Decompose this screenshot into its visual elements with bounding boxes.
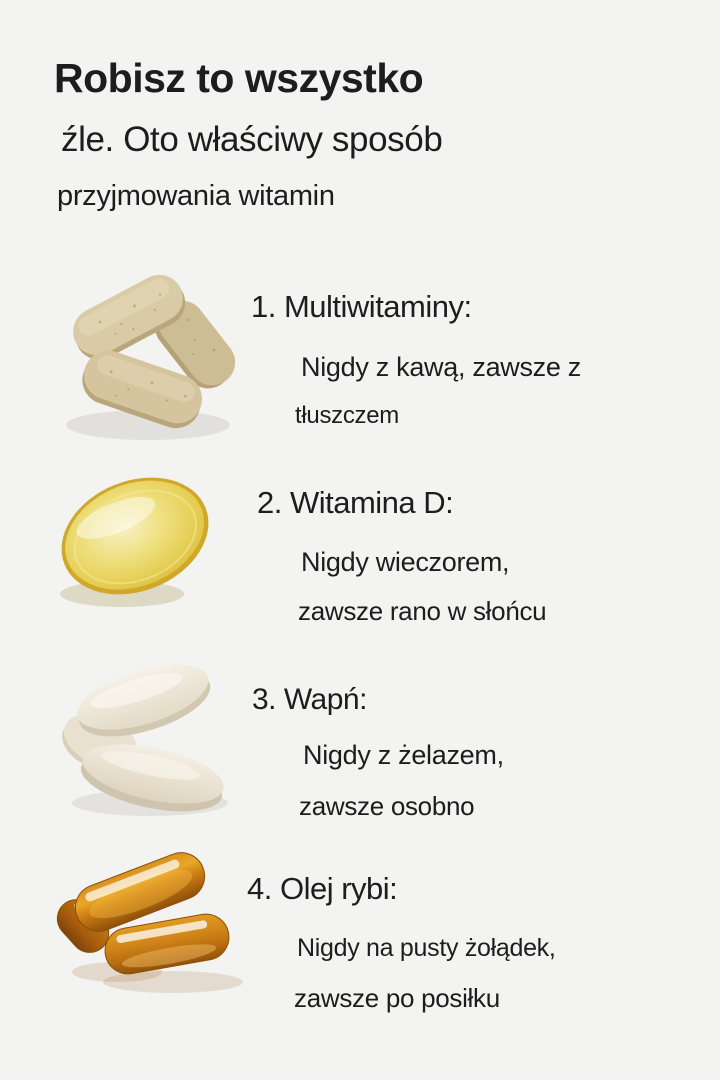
multivitamin-tablets-photo — [48, 268, 258, 453]
item-calcium-note-line2: zawsze osobno — [299, 791, 475, 821]
item-calcium-note-line1: Nigdy z żelazem, — [303, 740, 504, 770]
page-title-line3: przyjmowania witamin — [57, 180, 335, 212]
page-title-line2: źle. Oto właściwy sposób — [61, 120, 443, 159]
item-vitamin-d-note-line1: Nigdy wieczorem, — [301, 547, 510, 577]
item-vitamin-d-heading: 2. Witamina D: — [257, 485, 454, 520]
item-vitamin-d-note-line2: zawsze rano w słońcu — [298, 596, 547, 626]
vitamin-d-softgel-photo — [50, 462, 225, 617]
item-multivitamins-note-line2: tłuszczem — [295, 402, 399, 429]
item-fish-oil-note-line1: Nigdy na pusty żołądek, — [297, 934, 556, 962]
item-fish-oil-note-line2: zawsze po posiłku — [294, 983, 500, 1013]
fish-oil-capsules-photo — [55, 852, 250, 1012]
item-fish-oil-heading: 4. Olej rybi: — [247, 871, 398, 906]
calcium-tablets-photo — [55, 653, 245, 821]
item-multivitamins-heading: 1. Multiwitaminy: — [251, 289, 472, 324]
item-calcium-heading: 3. Wapń: — [252, 683, 367, 716]
item-multivitamins-note-line1: Nigdy z kawą, zawsze z — [301, 352, 581, 382]
page-title-line1: Robisz to wszystko — [54, 55, 424, 101]
